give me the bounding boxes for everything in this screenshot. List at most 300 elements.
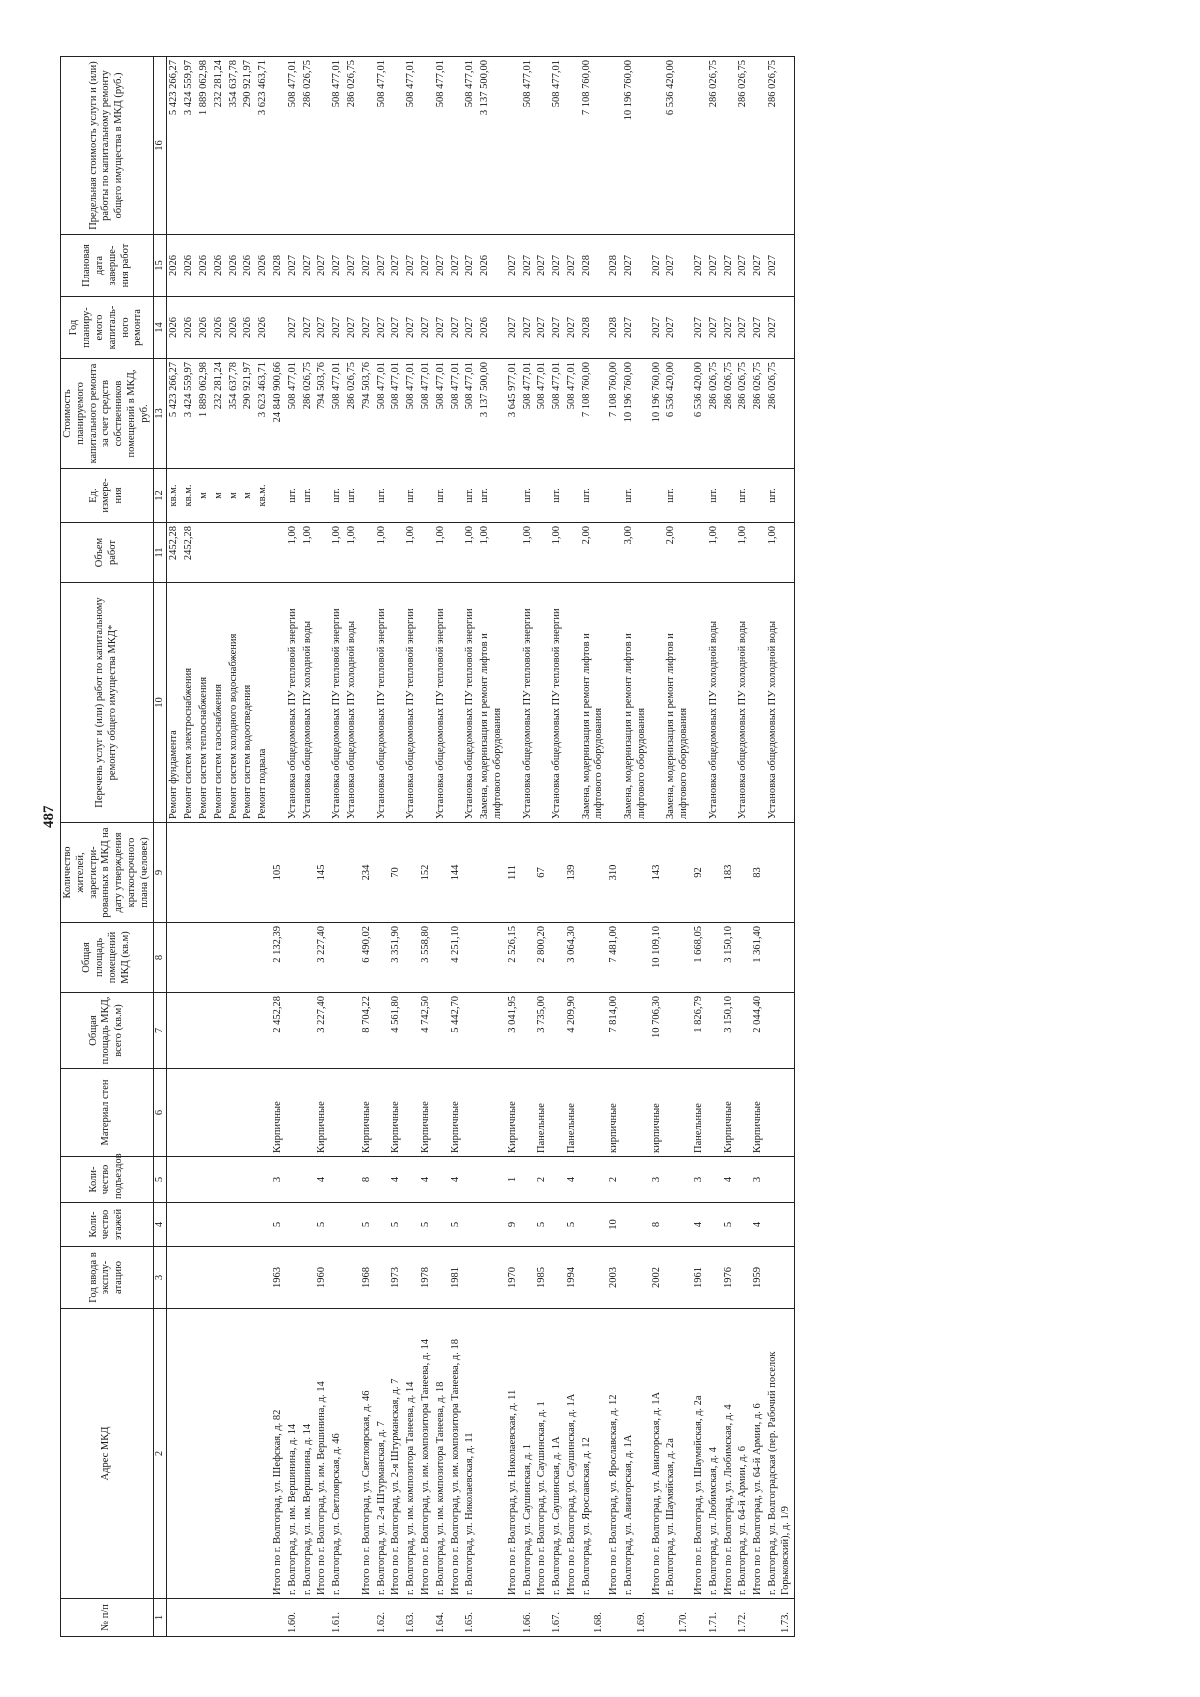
- table-cell: [692, 469, 707, 523]
- table-cell: [550, 1157, 565, 1203]
- table-row: [521, 57, 536, 1637]
- table-cell: [241, 823, 256, 923]
- table-cell: 2452,28: [167, 523, 182, 583]
- table-row: [419, 57, 434, 1637]
- table-cell: 2003: [607, 1247, 622, 1309]
- table-cell: [478, 1309, 506, 1599]
- table-cell: 2027: [389, 297, 404, 359]
- table-row: [167, 57, 182, 1637]
- table-cell: 6 536 420,00: [664, 57, 692, 235]
- table-cell: [375, 993, 390, 1069]
- table-cell: [607, 523, 622, 583]
- table-cell: 2027: [521, 297, 536, 359]
- table-cell: 2: [607, 1157, 622, 1203]
- table-cell: [535, 1599, 550, 1637]
- table-cell: Итого по г. Волгоград, ул. им. Вершинина, д. 14: [315, 1309, 330, 1599]
- table-cell: 508 477,01: [404, 57, 419, 235]
- table-cell: шт.: [736, 469, 751, 523]
- table-cell: [330, 993, 345, 1069]
- column-header: № п/п: [61, 1599, 154, 1637]
- table-cell: шт.: [707, 469, 722, 523]
- table-cell: 1,00: [345, 523, 360, 583]
- table-cell: Итого по г. Волгоград, ул. им. композитора Танеева, д. 14: [419, 1309, 434, 1599]
- table-cell: [389, 57, 404, 235]
- table-cell: 1981: [449, 1247, 464, 1309]
- table-cell: 5 442,70: [449, 993, 464, 1069]
- table-cell: [434, 993, 449, 1069]
- table-cell: 2027: [330, 235, 345, 297]
- table-cell: Итого по г. Волгоград, ул. Авиаторская, д. 1А: [650, 1309, 665, 1599]
- table-cell: 2027: [736, 297, 751, 359]
- table-cell: [197, 1247, 212, 1309]
- column-number: 10: [153, 583, 167, 823]
- table-cell: [766, 993, 794, 1069]
- table-cell: [692, 57, 707, 235]
- table-cell: 111: [506, 823, 521, 923]
- table-cell: [389, 469, 404, 523]
- table-cell: 1976: [722, 1247, 737, 1309]
- column-header: Год ввода в эксплу-атацию: [61, 1247, 154, 1309]
- table-cell: [622, 1203, 650, 1247]
- table-cell: 3: [271, 1157, 286, 1203]
- table-cell: [182, 1069, 197, 1157]
- table-row: [212, 57, 227, 1637]
- table-cell: [535, 57, 550, 235]
- table-cell: 7 108 760,00: [607, 359, 622, 469]
- table-cell: 2,00: [580, 523, 608, 583]
- table-cell: 144: [449, 823, 464, 923]
- table-cell: 508 477,01: [375, 57, 390, 235]
- table-cell: [182, 993, 197, 1069]
- table-row: [506, 57, 521, 1637]
- table-cell: 2027: [736, 235, 751, 297]
- table-cell: [722, 583, 737, 823]
- table-cell: Установка общедомовых ПУ тепловой энергии: [404, 583, 419, 823]
- table-cell: [212, 923, 227, 993]
- table-cell: [227, 823, 242, 923]
- table-cell: г. Волгоград, ул. им. композитора Танеева, д. 14: [404, 1309, 419, 1599]
- table-cell: [707, 823, 722, 923]
- table-cell: [707, 1203, 722, 1247]
- table-cell: [419, 583, 434, 823]
- table-cell: [271, 57, 286, 235]
- table-cell: Итого по г. Волгоград, ул. Николаевская, д. 11: [506, 1309, 521, 1599]
- table-cell: 7 481,00: [607, 923, 622, 993]
- table-cell: [182, 923, 197, 993]
- table-cell: [301, 923, 316, 993]
- table-cell: шт.: [550, 469, 565, 523]
- table-cell: [707, 923, 722, 993]
- table-cell: 1.67.: [550, 1599, 565, 1637]
- table-cell: [766, 1069, 794, 1157]
- table-cell: [256, 1069, 271, 1157]
- table-cell: 508 477,01: [286, 359, 301, 469]
- table-cell: [751, 57, 766, 235]
- table-cell: [182, 1247, 197, 1309]
- table-row: [607, 57, 622, 1637]
- table-cell: [707, 1157, 722, 1203]
- table-cell: 10 706,30: [650, 993, 665, 1069]
- table-cell: 5: [271, 1203, 286, 1247]
- table-cell: [607, 1599, 622, 1637]
- table-cell: кирпичные: [650, 1069, 665, 1157]
- table-cell: [463, 823, 478, 923]
- table-cell: [650, 57, 665, 235]
- table-cell: [256, 1309, 271, 1599]
- table-cell: 2026: [167, 297, 182, 359]
- table-cell: [330, 1069, 345, 1157]
- table-cell: 10: [607, 1203, 622, 1247]
- table-cell: 286 026,75: [301, 57, 316, 235]
- table-cell: [478, 1157, 506, 1203]
- table-cell: 2027: [664, 235, 692, 297]
- table-cell: 2027: [766, 235, 794, 297]
- table-cell: 7 814,00: [607, 993, 622, 1069]
- table-cell: [241, 523, 256, 583]
- table-cell: г. Волгоград, ул. Волгоградская (пер. Рабочий поселок Горьковский), д. 1/9: [766, 1309, 794, 1599]
- table-cell: 1,00: [286, 523, 301, 583]
- table-cell: 2027: [315, 235, 330, 297]
- table-cell: Кирпичные: [271, 1069, 286, 1157]
- table-cell: 232 281,24: [212, 359, 227, 469]
- table-cell: Замена, модернизация и ремонт лифтов и лифтового оборудования: [622, 583, 650, 823]
- table-cell: [521, 823, 536, 923]
- table-cell: [521, 1157, 536, 1203]
- table-cell: 3 558,80: [419, 923, 434, 993]
- table-cell: [301, 1157, 316, 1203]
- table-cell: [345, 823, 360, 923]
- table-cell: 2027: [751, 235, 766, 297]
- table-row: [360, 57, 375, 1637]
- table-cell: 3 150,10: [722, 993, 737, 1069]
- table-cell: [227, 1247, 242, 1309]
- table-row: [227, 57, 242, 1637]
- table-cell: Панельные: [565, 1069, 580, 1157]
- table-cell: 1,00: [434, 523, 449, 583]
- table-cell: [434, 1203, 449, 1247]
- table-cell: 508 477,01: [535, 359, 550, 469]
- table-cell: Установка общедомовых ПУ тепловой энергии: [330, 583, 345, 823]
- table-cell: шт.: [286, 469, 301, 523]
- column-header: Материал стен: [61, 1069, 154, 1157]
- table-cell: 2027: [622, 235, 650, 297]
- table-cell: [736, 1157, 751, 1203]
- table-cell: 3 645 977,01: [506, 359, 521, 469]
- table-cell: Ремонт систем газоснабжения: [212, 583, 227, 823]
- table-cell: 2026: [212, 235, 227, 297]
- table-cell: 2027: [375, 297, 390, 359]
- table-cell: [345, 1599, 360, 1637]
- column-number: 12: [153, 469, 167, 523]
- table-cell: [404, 1157, 419, 1203]
- table-cell: [241, 1069, 256, 1157]
- table-cell: [449, 1599, 464, 1637]
- table-cell: кв.м.: [167, 469, 182, 523]
- table-cell: 2027: [375, 235, 390, 297]
- table-cell: 3 735,00: [535, 993, 550, 1069]
- table-cell: 2026: [256, 235, 271, 297]
- table-cell: [650, 583, 665, 823]
- table-cell: Установка общедомовых ПУ тепловой энергии: [463, 583, 478, 823]
- table-cell: 286 026,75: [766, 359, 794, 469]
- table-cell: [404, 823, 419, 923]
- table-cell: г. Волгоград, ул. 64-й Армии, д. 6: [736, 1309, 751, 1599]
- table-cell: г. Волгоград, ул. им. Вершинина, д. 14: [286, 1309, 301, 1599]
- table-cell: Ремонт систем холодного водоснабжения: [227, 583, 242, 823]
- table-cell: шт.: [434, 469, 449, 523]
- table-cell: 2027: [463, 235, 478, 297]
- table-cell: 1,00: [521, 523, 536, 583]
- table-cell: 3 424 559,97: [182, 57, 197, 235]
- table-cell: 1,00: [766, 523, 794, 583]
- table-cell: [550, 1247, 565, 1309]
- table-cell: 508 477,01: [521, 57, 536, 235]
- table-cell: 1.63.: [404, 1599, 419, 1637]
- table-cell: 3 623 463,71: [256, 359, 271, 469]
- table-cell: [271, 583, 286, 823]
- table-cell: 1 668,05: [692, 923, 707, 993]
- table-cell: 2027: [389, 235, 404, 297]
- table-cell: [330, 1157, 345, 1203]
- table-cell: [506, 469, 521, 523]
- table-cell: [766, 1247, 794, 1309]
- table-cell: 2027: [692, 235, 707, 297]
- table-cell: Установка общедомовых ПУ холодной воды: [301, 583, 316, 823]
- table-cell: 2027: [550, 235, 565, 297]
- column-number: 7: [153, 993, 167, 1069]
- table-cell: 286 026,75: [345, 359, 360, 469]
- table-cell: г. Волгоград, ул. им. композитора Танеева, д. 18: [434, 1309, 449, 1599]
- table-cell: Ремонт фундамента: [167, 583, 182, 823]
- table-cell: [736, 1203, 751, 1247]
- table-cell: шт.: [664, 469, 692, 523]
- table-cell: [580, 993, 608, 1069]
- table-cell: кв.м.: [256, 469, 271, 523]
- table-cell: [550, 993, 565, 1069]
- table-cell: [256, 823, 271, 923]
- table-cell: [607, 469, 622, 523]
- table-cell: 2027: [286, 235, 301, 297]
- table-cell: 2 800,20: [535, 923, 550, 993]
- table-cell: [182, 1157, 197, 1203]
- table-cell: 1.69.: [622, 1599, 650, 1637]
- table-cell: Установка общедомовых ПУ тепловой энергии: [550, 583, 565, 823]
- table-cell: [449, 469, 464, 523]
- table-cell: [256, 1247, 271, 1309]
- table-cell: [271, 523, 286, 583]
- table-header: [61, 57, 167, 1637]
- table-cell: [212, 1157, 227, 1203]
- table-cell: [315, 1599, 330, 1637]
- table-cell: Установка общедомовых ПУ холодной воды: [707, 583, 722, 823]
- table-cell: 3: [692, 1157, 707, 1203]
- table-cell: 3 227,40: [315, 993, 330, 1069]
- table-cell: 4: [692, 1203, 707, 1247]
- table-row: [736, 57, 751, 1637]
- column-number: 16: [153, 57, 167, 235]
- table-cell: 1.73.: [766, 1599, 794, 1637]
- table-cell: 286 026,75: [736, 359, 751, 469]
- table-cell: 2027: [449, 297, 464, 359]
- table-row: [301, 57, 316, 1637]
- table-cell: 3 137 500,00: [478, 359, 506, 469]
- table-body: [167, 57, 794, 1637]
- table-cell: 2452,28: [182, 523, 197, 583]
- table-cell: 1970: [506, 1247, 521, 1309]
- table-cell: [565, 57, 580, 235]
- table-cell: [751, 523, 766, 583]
- table-cell: г. Волгоград, ул. 2-я Штурманская, д. 7: [375, 1309, 390, 1599]
- table-container: [60, 57, 1156, 1637]
- table-cell: 2026: [197, 235, 212, 297]
- table-cell: 3 424 559,97: [182, 359, 197, 469]
- table-cell: г. Волгоград, ул. Ярославская, д. 12: [580, 1309, 608, 1599]
- table-cell: 2027: [521, 235, 536, 297]
- table-cell: 2027: [707, 297, 722, 359]
- table-cell: 2 526,15: [506, 923, 521, 993]
- table-cell: [580, 1203, 608, 1247]
- table-cell: [241, 1247, 256, 1309]
- table-cell: 2026: [212, 297, 227, 359]
- table-cell: 1994: [565, 1247, 580, 1309]
- table-cell: 2026: [197, 297, 212, 359]
- table-cell: 2027: [707, 235, 722, 297]
- table-cell: Итого по г. Волгоград, ул. Ярославская, д. 12: [607, 1309, 622, 1599]
- table-cell: 2027: [650, 235, 665, 297]
- table-cell: 2028: [607, 235, 622, 297]
- table-cell: [345, 1309, 360, 1599]
- table-cell: 2027: [345, 297, 360, 359]
- table-cell: [506, 523, 521, 583]
- column-header: Предельная стоимость услуги и (или) работы по капитальному ремонту общего имущества в МКД (руб.): [61, 57, 154, 235]
- table-cell: [535, 523, 550, 583]
- table-cell: [622, 923, 650, 993]
- table-cell: [463, 1247, 478, 1309]
- table-cell: 145: [315, 823, 330, 923]
- table-cell: м: [241, 469, 256, 523]
- table-cell: 2027: [622, 297, 650, 359]
- table-cell: [256, 1157, 271, 1203]
- table-cell: [580, 1247, 608, 1309]
- table-cell: [286, 1247, 301, 1309]
- table-cell: [565, 1599, 580, 1637]
- table-cell: 508 477,01: [389, 359, 404, 469]
- table-cell: [212, 1309, 227, 1599]
- table-cell: [182, 1309, 197, 1599]
- table-cell: 2 452,28: [271, 993, 286, 1069]
- table-row: [565, 57, 580, 1637]
- table-cell: [286, 823, 301, 923]
- table-cell: 83: [751, 823, 766, 923]
- table-cell: 1,00: [375, 523, 390, 583]
- table-cell: 2: [535, 1157, 550, 1203]
- table-cell: 2027: [463, 297, 478, 359]
- table-cell: 8: [360, 1157, 375, 1203]
- table-cell: [607, 57, 622, 235]
- table-cell: [241, 993, 256, 1069]
- table-cell: [463, 1157, 478, 1203]
- table-cell: 290 921,97: [241, 57, 256, 235]
- table-row: [478, 57, 506, 1637]
- table-cell: [751, 469, 766, 523]
- table-cell: [722, 1599, 737, 1637]
- table-cell: [345, 923, 360, 993]
- table-cell: [434, 1247, 449, 1309]
- column-header: Перечень услуг и (или) работ по капитальному ремонту общего имущества МКД*: [61, 583, 154, 823]
- table-cell: 4 742,50: [419, 993, 434, 1069]
- table-cell: 5: [722, 1203, 737, 1247]
- table-cell: [241, 1599, 256, 1637]
- table-cell: [375, 923, 390, 993]
- table-cell: [506, 1599, 521, 1637]
- table-cell: 508 477,01: [434, 359, 449, 469]
- table-cell: [722, 57, 737, 235]
- table-cell: [751, 583, 766, 823]
- table-cell: 2 044,40: [751, 993, 766, 1069]
- table-cell: Итого по г. Волгоград, ул. Саушинская, д. 1А: [565, 1309, 580, 1599]
- table-cell: [550, 1069, 565, 1157]
- table-cell: 286 026,75: [707, 359, 722, 469]
- table-cell: Установка общедомовых ПУ холодной воды: [766, 583, 794, 823]
- table-cell: [286, 1069, 301, 1157]
- table-cell: 2027: [419, 235, 434, 297]
- table-cell: 4 209,90: [565, 993, 580, 1069]
- table-cell: 2027: [345, 235, 360, 297]
- table-cell: [360, 57, 375, 235]
- table-cell: [478, 823, 506, 923]
- table-cell: 286 026,75: [722, 359, 737, 469]
- table-cell: [650, 1599, 665, 1637]
- table-cell: 6 536 420,00: [692, 359, 707, 469]
- page-number: 487: [41, 805, 57, 828]
- table-cell: 2027: [766, 297, 794, 359]
- table-row: [241, 57, 256, 1637]
- table-cell: 508 477,01: [521, 359, 536, 469]
- column-number: 15: [153, 235, 167, 297]
- table-cell: 10 109,10: [650, 923, 665, 993]
- column-number: 1: [153, 1599, 167, 1637]
- table-cell: 4: [722, 1157, 737, 1203]
- table-cell: [664, 923, 692, 993]
- table-cell: 1 889 062,98: [197, 57, 212, 235]
- table-cell: 1968: [360, 1247, 375, 1309]
- column-number: 6: [153, 1069, 167, 1157]
- table-row: [766, 57, 794, 1637]
- table-cell: [227, 1309, 242, 1599]
- table-cell: 7 108 760,00: [580, 359, 608, 469]
- table-row: [315, 57, 330, 1637]
- table-cell: 1.71.: [707, 1599, 722, 1637]
- table-cell: [167, 1309, 182, 1599]
- table-cell: 7 108 760,00: [580, 57, 608, 235]
- table-cell: Кирпичные: [722, 1069, 737, 1157]
- table-cell: [182, 1203, 197, 1247]
- table-cell: 2028: [271, 235, 286, 297]
- table-cell: 508 477,01: [330, 359, 345, 469]
- table-row: [650, 57, 665, 1637]
- table-cell: [271, 469, 286, 523]
- table-cell: [375, 1247, 390, 1309]
- table-cell: [434, 923, 449, 993]
- table-cell: 4: [565, 1157, 580, 1203]
- table-cell: 1.66.: [521, 1599, 536, 1637]
- table-cell: [301, 823, 316, 923]
- table-cell: [301, 1599, 316, 1637]
- table-cell: 4: [449, 1157, 464, 1203]
- table-cell: 2026: [256, 297, 271, 359]
- table-cell: шт.: [521, 469, 536, 523]
- table-cell: Замена, модернизация и ремонт лифтов и лифтового оборудования: [580, 583, 608, 823]
